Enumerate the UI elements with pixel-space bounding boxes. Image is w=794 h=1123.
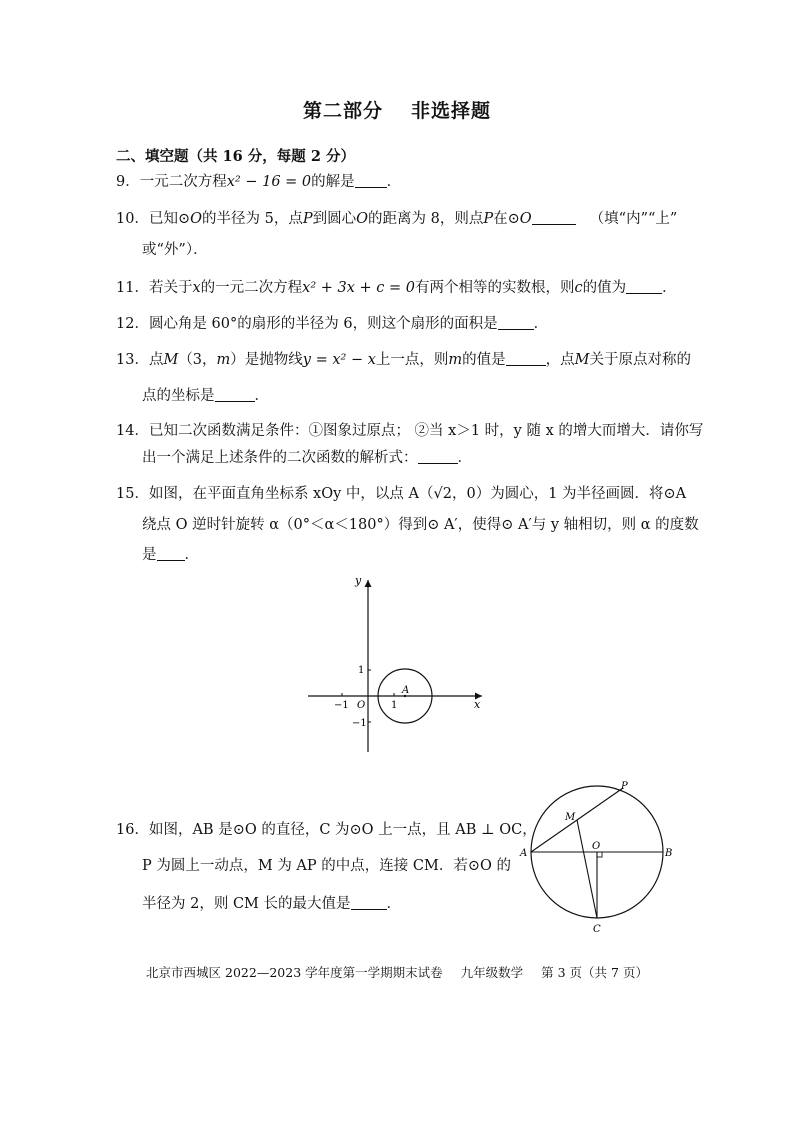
footer-subject: 九年级数学 [460, 965, 524, 980]
question-13: 13．点M（3，m）是抛物线y = x² − x上一点，则m的值是 ，点M关于原点对称的 [116, 352, 692, 368]
answer-blank[interactable] [532, 210, 576, 225]
x-axis-label: x [474, 698, 481, 711]
question-14: 14．已知二次函数满足条件：①图象过原点； ②当 x＞1 时，y 随 x 的增大而增大．请你写 [116, 423, 704, 439]
tick-label-x-1: 1 [391, 700, 398, 711]
point-o-label: O [592, 841, 601, 852]
equation: y = x² − x [302, 352, 376, 368]
question-13-line-2: 点的坐标是 ． [142, 388, 269, 404]
answer-blank[interactable] [498, 315, 534, 330]
answer-blank[interactable] [215, 387, 255, 402]
question-number: 13． [116, 352, 149, 368]
point-b-label: B [665, 848, 673, 859]
point-p-label: P [621, 781, 628, 792]
answer-blank[interactable] [626, 279, 662, 294]
right-angle-mark [597, 852, 602, 857]
question-number: 9． [116, 174, 140, 190]
question-15-line-2: 绕点 O 逆时针旋转 α（0°＜α＜180°）得到⊙ A′，使得⊙ A′与 y 轴相切，则 α 的度数 [142, 517, 699, 533]
figure-16-circle [515, 780, 680, 938]
answer-blank[interactable] [506, 351, 546, 366]
equation: x² + 3x + c = 0 [302, 280, 415, 296]
point-m-label: M [565, 812, 576, 823]
question-12: 12．圆心角是 60°的扇形的半径为 6，则这个扇形的面积是 ． [116, 316, 549, 332]
question-number: 11． [116, 280, 149, 296]
question-number: 14． [116, 423, 149, 439]
answer-blank[interactable] [355, 173, 387, 188]
page-footer [0, 963, 794, 981]
question-number: 16． [116, 822, 149, 838]
answer-blank[interactable] [157, 546, 185, 561]
tick-label-x-neg-1: −1 [334, 700, 349, 711]
question-10: 10．已知⊙O的半径为 5，点P到圆心O的距离为 8，则点P在⊙O （填“内”“上” [116, 211, 678, 227]
footer-school: 北京市西城区 2022—2023 学年度第一学期期末试卷 [146, 965, 443, 980]
question-15-line-3: 是 ． [142, 547, 199, 563]
question-number: 12． [116, 316, 149, 332]
part-label: 第二部分 [302, 100, 383, 122]
equation: x² − 16 = 0 [226, 174, 312, 190]
page-title [0, 96, 794, 123]
answer-blank[interactable] [418, 449, 458, 464]
question-11: 11．若关于x的一元二次方程x² + 3x + c = 0有两个相等的实数根，则c的值为 ． [116, 280, 677, 296]
question-number: 15． [116, 486, 149, 502]
origin-label: O [357, 700, 366, 711]
y-axis-label: y [355, 574, 362, 587]
question-9: 9．一元二次方程x² − 16 = 0的解是 ． [116, 174, 402, 190]
tick-label-y-1: 1 [358, 665, 365, 676]
question-16-line-2: P 为圆上一动点，M 为 AP 的中点，连接 CM．若⊙O 的 [142, 858, 511, 874]
answer-blank[interactable] [351, 895, 387, 910]
figure-15-coordinate-plane [300, 568, 500, 758]
tick-label-y-neg-1: −1 [352, 718, 367, 729]
point-c-label: C [593, 924, 601, 935]
point-a-label: A [402, 685, 410, 696]
question-16-line-3: 半径为 2，则 CM 长的最大值是 ． [142, 896, 401, 912]
footer-page-number: 第 3 页（共 7 页） [541, 965, 648, 980]
segment-cm [577, 820, 597, 918]
question-10-line-2: 或“外”）． [142, 242, 208, 258]
question-16: 16．如图，AB 是⊙O 的直径，C 为⊙O 上一点，且 AB ⊥ OC， [116, 822, 537, 838]
part-title: 非选择题 [411, 100, 492, 122]
point-a-label: A [520, 848, 528, 859]
question-15: 15．如图，在平面直角坐标系 xOy 中，以点 A（√2，0）为圆心，1 为半径画圆．将⊙A [116, 486, 687, 502]
question-number: 10． [116, 211, 149, 227]
question-14-line-2: 出一个满足上述条件的二次函数的解析式： ． [142, 450, 472, 466]
section-heading: 二、填空题（共 16 分，每题 2 分） [116, 148, 355, 165]
